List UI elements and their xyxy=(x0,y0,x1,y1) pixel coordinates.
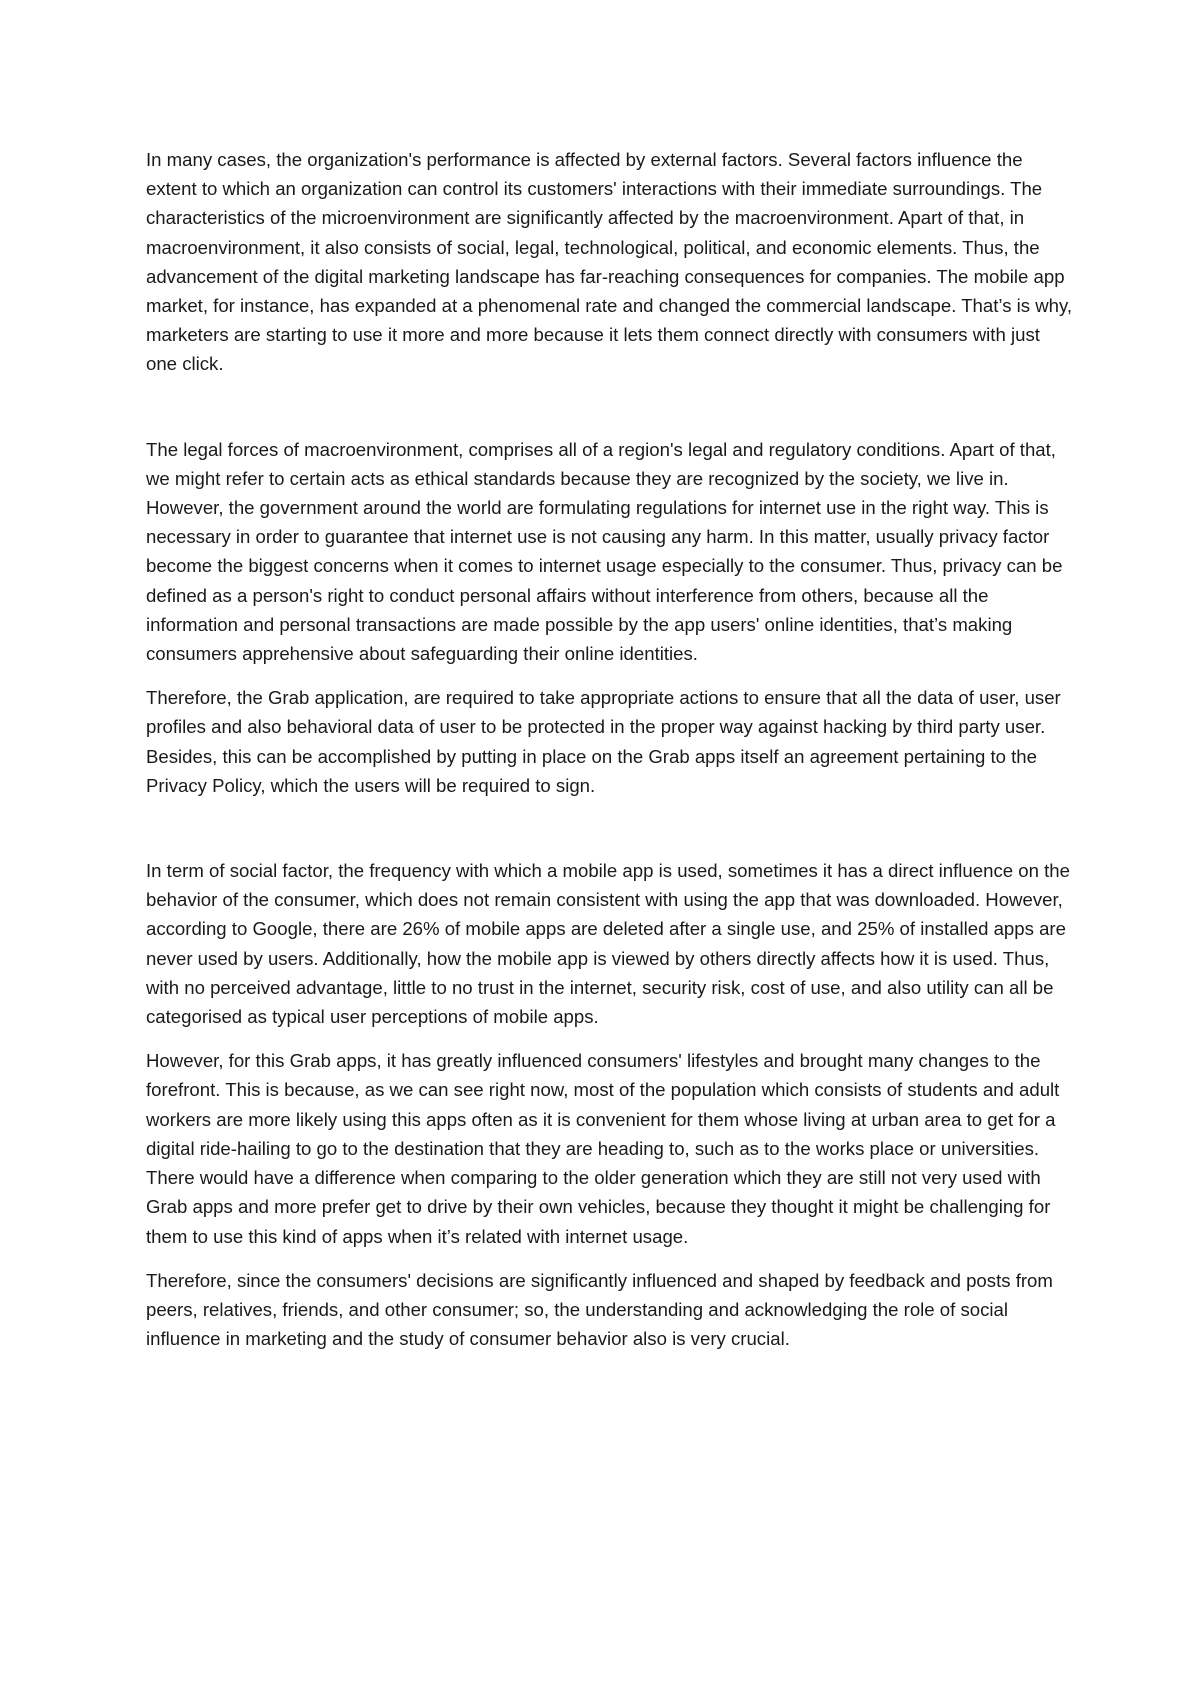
paragraph-legal-forces: The legal forces of macroenvironment, comprises all of a region's legal and regulatory conditions. Apart of that, we might refer to certain acts as ethical standards because they are recognized by the society, we live in. However, the government around the world are formulating regulations for internet use in the right way. This is necessary in order to guarantee that internet use is not causing any harm. In this matter, usually privacy factor become the biggest concerns when it comes to internet usage especially to the consumer. Thus, privacy can be defined as a person's right to conduct personal affairs without interference from others, because all the information and personal transactions are made possible by the app users' online identities, that’s making consumers apprehensive about safeguarding their online identities. xyxy=(146,438,1063,665)
document-body xyxy=(146,145,1076,1353)
paragraph-intro: In many cases, the organization's performance is affected by external factors. Several factors influence the extent to which an organization can control its customers' interactions with their immediate surroundings. The characteristics of the microenvironment are significantly affected by the macroenvironment. Apart of that, in macroenvironment, it also consists of social, legal, technological, political, and economic elements. Thus, the advancement of the digital marketing landscape has far-reaching consequences for companies. The mobile app market, for instance, has expanded at a phenomenal rate and changed the commercial landscape. That’s is why, marketers are starting to use it more and more because it lets them connect directly with consumers with just one click. xyxy=(146,149,1073,375)
paragraph-grab-privacy: Therefore, the Grab application, are required to take appropriate actions to ensure that all the data of user, user profiles and also behavioral data of user to be protected in the proper way against hacking by third party user. Besides, this can be accomplished by putting in place on the Grab apps itself an agreement pertaining to the Privacy Policy, which the users will be required to sign. xyxy=(146,687,1061,796)
paragraph-social-influence: Therefore, since the consumers' decisions are significantly influenced and shaped by feedback and posts from peers, relatives, friends, and other consumer; so, the understanding and acknowledging the role of social influence in marketing and the study of consumer behavior also is very crucial. xyxy=(146,1269,1053,1350)
paragraph-grab-lifestyle: However, for this Grab apps, it has greatly influenced consumers' lifestyles and brought many changes to the forefront. This is because, as we can see right now, most of the population which consists of students and adult workers are more likely using this apps often as it is convenient for them whose living at urban area to get for a digital ride-hailing to go to the destination that they are heading to, such as to the works place or universities. There would have a difference when comparing to the older generation which they are still not very used with Grab apps and more prefer get to drive by their own vehicles, because they thought it might be challenging for them to use this kind of apps when it’s related with internet usage. xyxy=(146,1050,1060,1247)
paragraph-social-factor: In term of social factor, the frequency with which a mobile app is used, sometimes it has a direct influence on the behavior of the consumer, which does not remain consistent with using the app that was downloaded. However, according to Google, there are 26% of mobile apps are deleted after a single use, and 25% of installed apps are never used by users. Additionally, how the mobile app is viewed by others directly affects how it is used. Thus, with no perceived advantage, little to no trust in the internet, security risk, cost of use, and also utility can all be categorised as typical user perceptions of mobile apps. xyxy=(146,860,1070,1028)
